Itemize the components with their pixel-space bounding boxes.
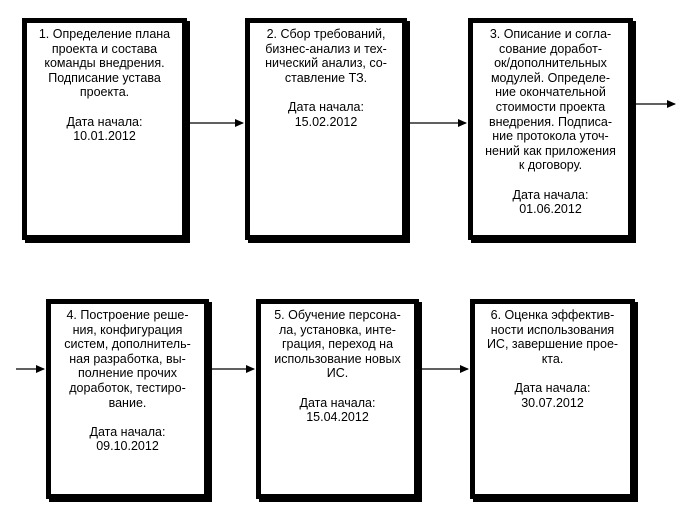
step-5-date: 15.04.2012: [306, 410, 369, 425]
step-4-text: 4. Построение реше- ния, конфигурация систем, дополнитель- ная разработка, вы- полнение прочих доработок, тестиро- вание.: [64, 308, 191, 410]
step-5-text: 5. Обучение персона- ла, установка, интe- грация, переход на использование новых ИС.: [274, 308, 401, 381]
step-box-1: [22, 18, 187, 240]
step-3-text: 3. Описание и согла- сование доработ- ок/дополнительных модулей. Определе- ние окончательной стоимости проекта внедрения. Подписа- ние протокола уточ- нений как приложения к договору.: [485, 27, 616, 173]
step-box-5: [256, 299, 419, 499]
step-2-date: 15.02.2012: [294, 114, 358, 129]
step-6-date: 30.07.2012: [521, 395, 584, 410]
step-box-4: [46, 299, 209, 499]
step-1-date: 10.01.2012: [73, 129, 136, 144]
step-2-text: 2. Сбор требований, бизнес-анализ и тех- нический анализ, со- ставление ТЗ.: [265, 27, 387, 85]
step-6-date-label: Дата начала:: [514, 380, 591, 395]
step-4-date-label: Дата начала:: [89, 424, 166, 439]
step-5-date-label: Дата начала:: [299, 395, 376, 410]
step-1-date-label: Дата начала:: [66, 114, 143, 129]
step-2-date-label: Дата начала:: [288, 99, 364, 114]
step-6-text: 6. Оценка эффектив- ности использования ИС, завершение прое- кта.: [486, 308, 619, 366]
step-box-6: [470, 299, 635, 499]
step-3-date: 01.06.2012: [519, 202, 582, 217]
step-4-date: 09.10.2012: [96, 439, 159, 454]
step-box-3: [468, 18, 633, 240]
step-3-date-label: Дата начала:: [512, 187, 589, 202]
step-1-text: 1. Определение плана проекта и состава команды внедрения. Подписание устава проекта.: [38, 27, 171, 100]
step-box-2: [245, 18, 407, 240]
